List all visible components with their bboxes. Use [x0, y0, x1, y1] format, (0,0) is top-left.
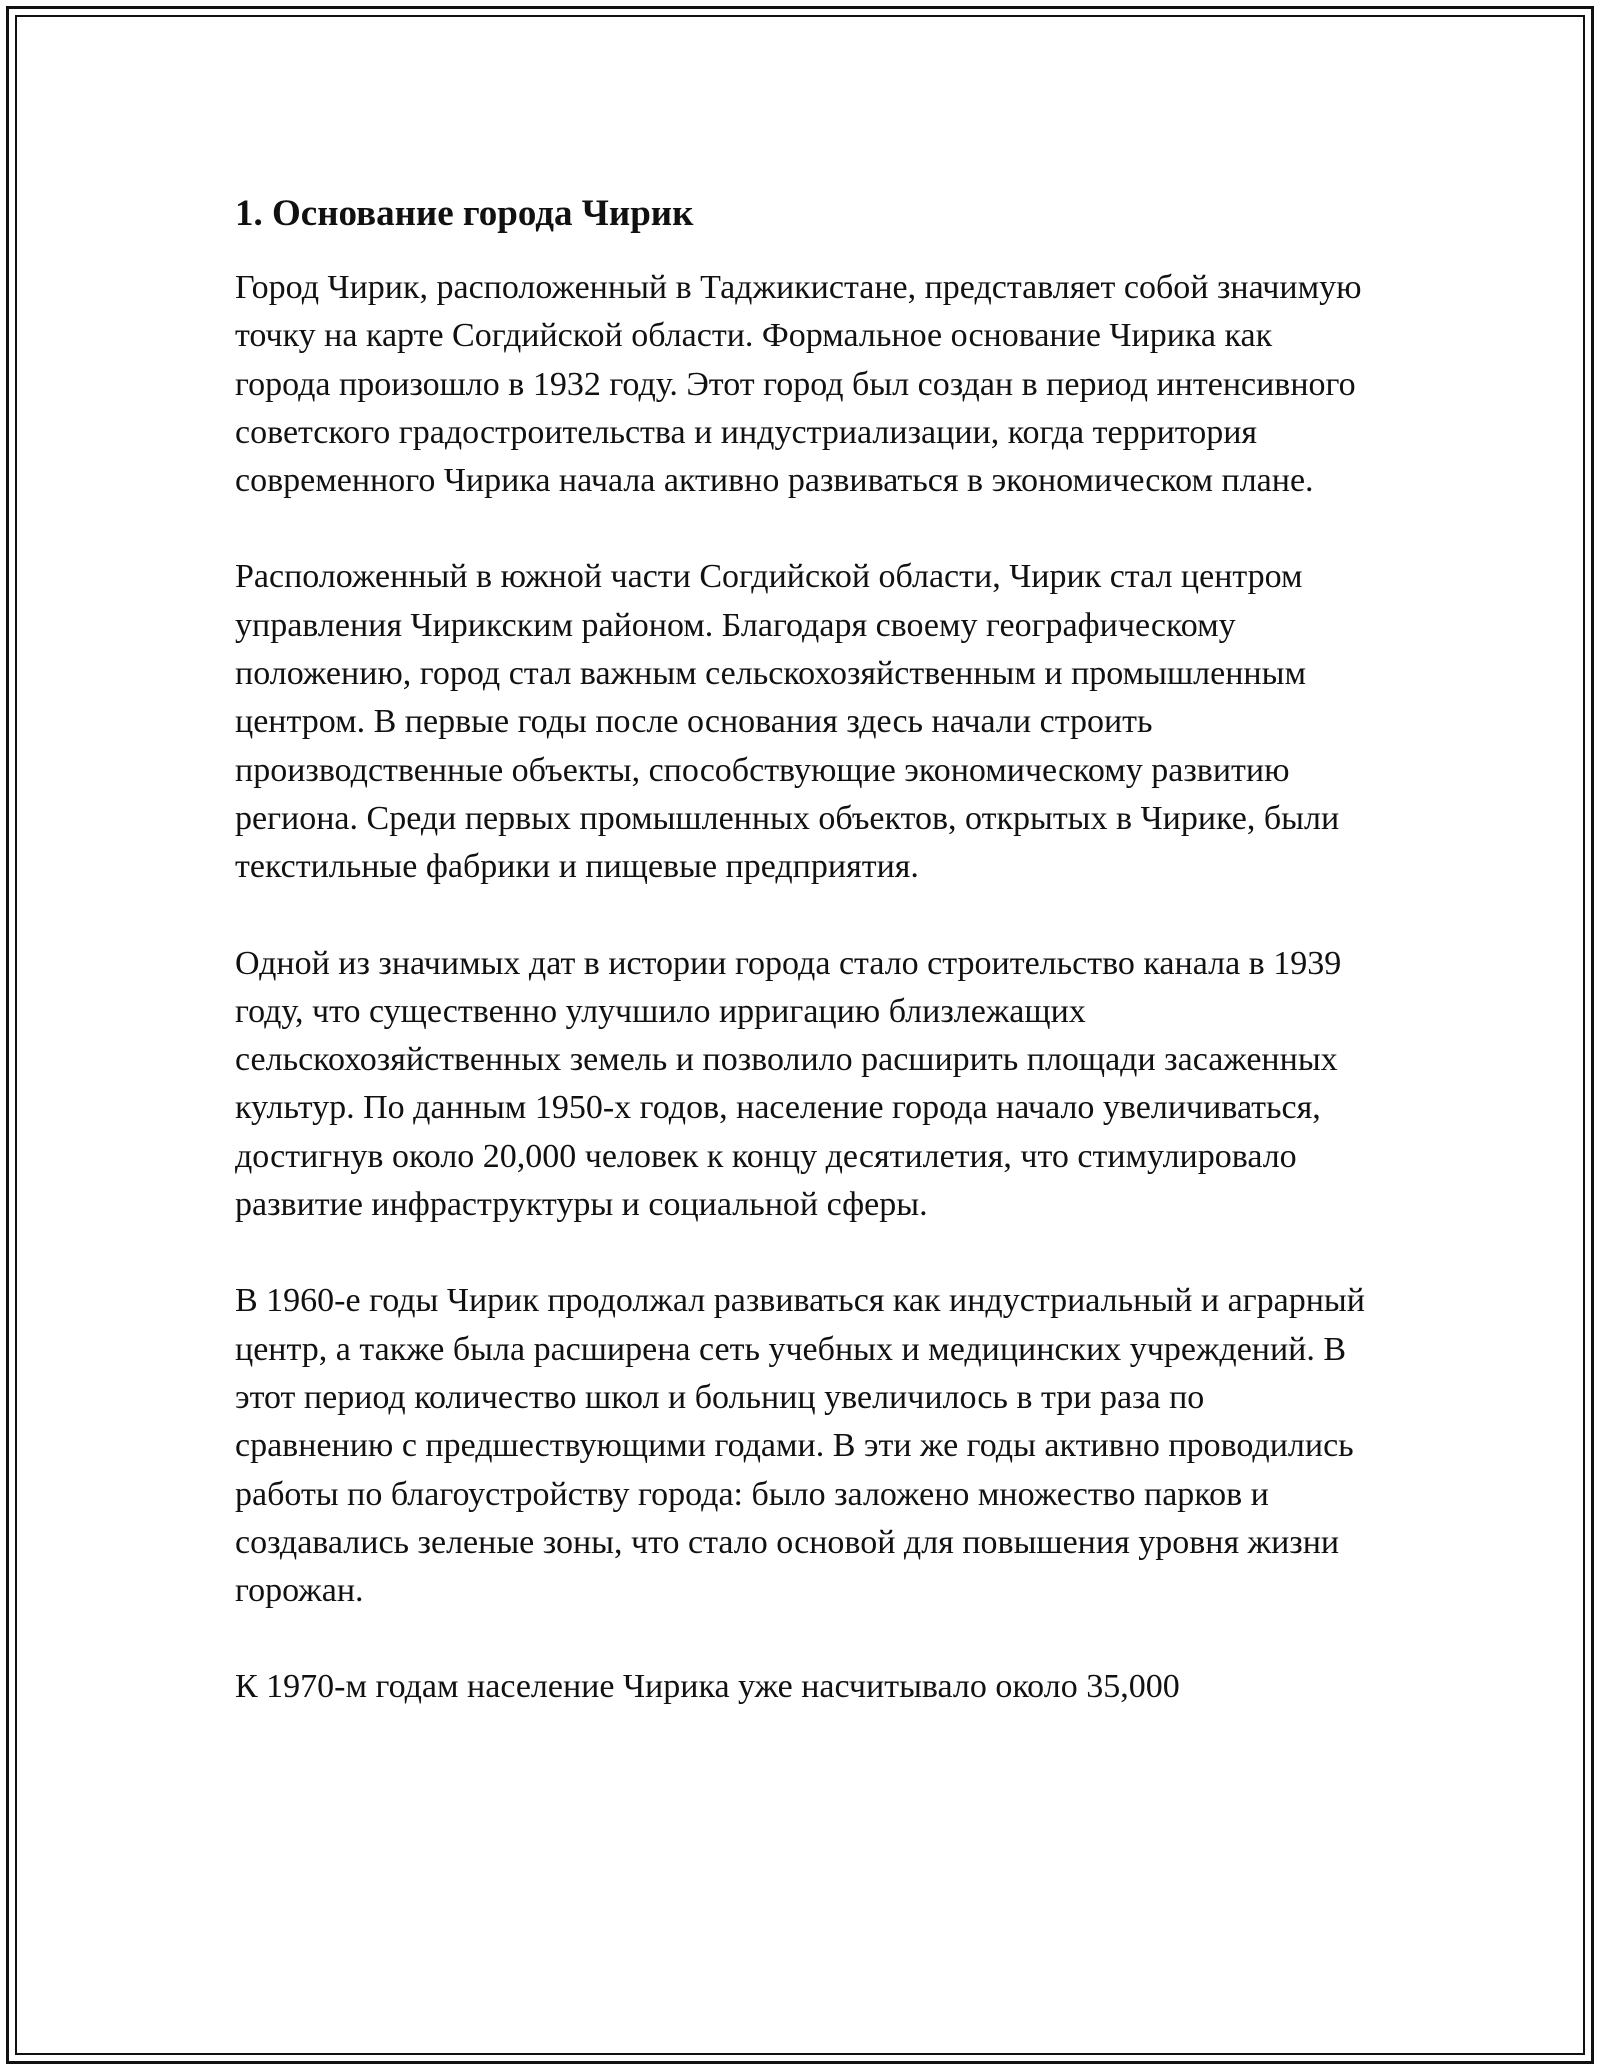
paragraph-location-industry: Расположенный в южной части Согдийской области, Чирик стал центром управления Чирикским районом. Благодаря своему географическому положению, город стал важным сельскохозяйственным и промышленным центром. В первые годы после основания здесь начали строить производственные объекты, способствующие экономическому развитию региона. Среди первых промышленных объектов, открытых в Чирике, были текстильные фабрики и пищевые предприятия. [235, 558, 1340, 886]
paragraph-1970s-population: К 1970-м годам население Чирика уже насчитывало около 35,000 [235, 1668, 1180, 1706]
document-body [235, 190, 1365, 1712]
paragraph-founding: Город Чирик, расположенный в Таджикистане, представляет собой значимую точку на карте Согдийской области. Формальное основание Чирика как города произошло в 1932 году. Этот город был создан в период интенсивного советского градостроительства и индустриализации, когда территория современного Чирика начала активно развиваться в экономическом плане. [235, 269, 1362, 500]
section-title: 1. Основание города Чирик [235, 193, 694, 234]
paragraph-canal-population: Одной из значимых дат в истории города стало строительство канала в 1939 году, что существенно улучшило ирригацию близлежащих сельскохозяйственных земель и позволило расширить площади засаженных культур. По данным 1950-х годов, население города начало увеличиваться, достигнув около 20,000 человек к концу десятилетия, что стимулировало развитие инфраструктуры и социальной сферы. [235, 944, 1342, 1224]
paragraph-1960s-development: В 1960-е годы Чирик продолжал развиваться как индустриальный и аграрный центр, а также была расширена сеть учебных и медицинских учреждений. В этот период количество школ и больниц увеличилось в три раза по сравнению с предшествующими годами. В эти же годы активно проводились работы по благоустройству города: было заложено множество парков и создавались зеленые зоны, что стало основой для повышения уровня жизни горожан. [235, 1282, 1365, 1610]
